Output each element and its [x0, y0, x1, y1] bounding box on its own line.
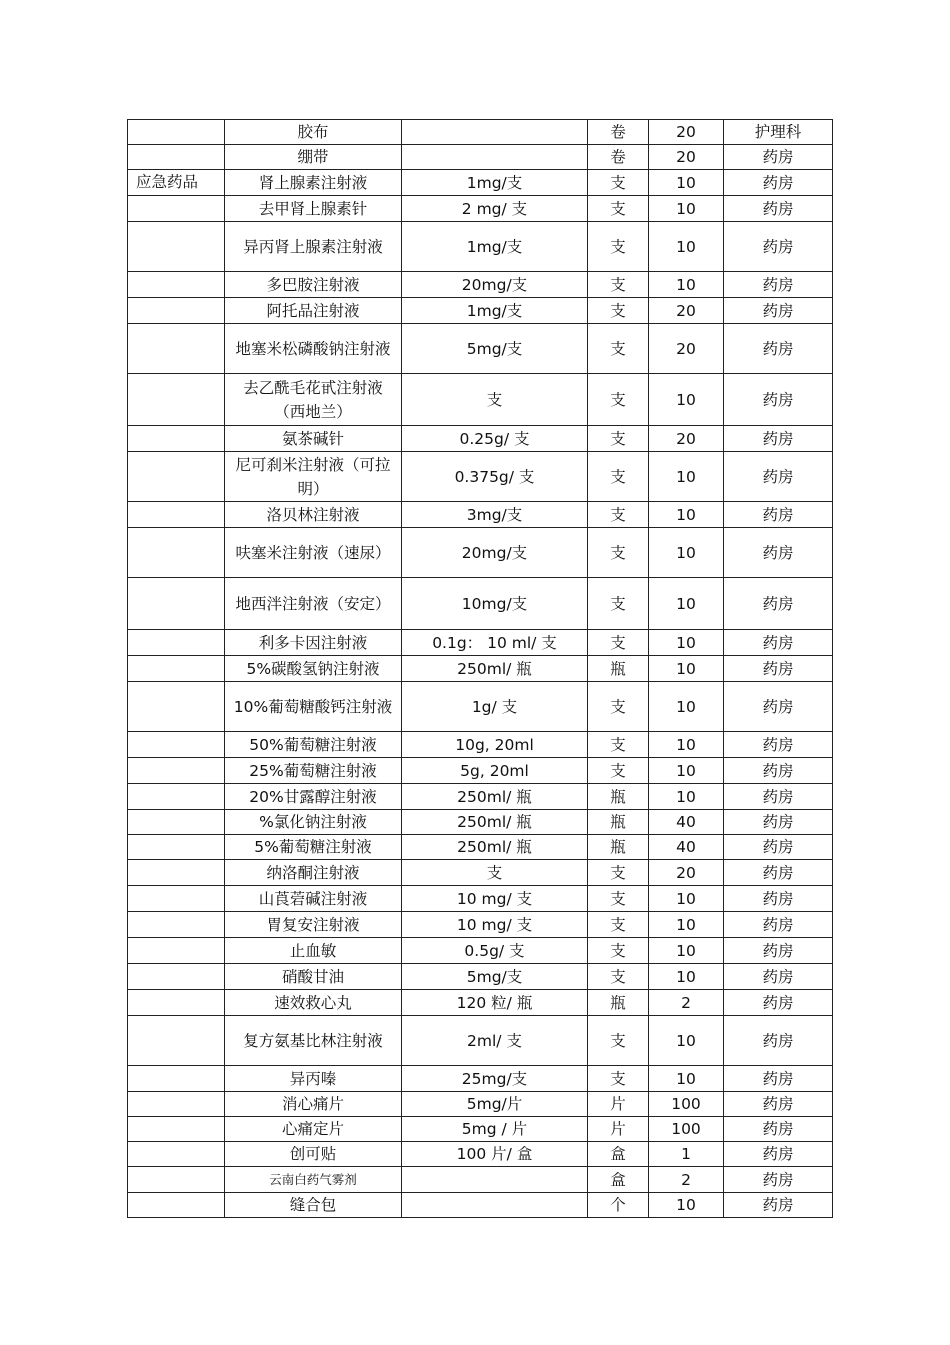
empty-category-cell	[128, 1193, 225, 1218]
specification-cell: 5mg/支	[402, 964, 588, 990]
table-row	[128, 810, 833, 835]
quantity-cell: 10	[649, 196, 724, 222]
empty-category-cell	[128, 964, 225, 990]
department-cell: 药房	[724, 835, 833, 860]
specification-cell: 25mg/支	[402, 1066, 588, 1092]
specification-cell: 120 粒/ 瓶	[402, 990, 588, 1016]
quantity-cell: 10	[649, 1016, 724, 1066]
unit-cell: 支	[588, 196, 649, 222]
table-row	[128, 1117, 833, 1142]
medicine-name-cell: 利多卡因注射液	[225, 630, 402, 656]
table-row	[128, 578, 833, 630]
department-cell: 药房	[724, 964, 833, 990]
department-cell: 药房	[724, 784, 833, 810]
table-row	[128, 452, 833, 502]
medicine-name-cell: 异丙肾上腺素注射液	[225, 222, 402, 272]
table-row	[128, 145, 833, 170]
empty-category-cell	[128, 298, 225, 324]
empty-category-cell	[128, 1117, 225, 1142]
department-cell: 药房	[724, 374, 833, 426]
quantity-cell: 10	[649, 222, 724, 272]
quantity-cell: 10	[649, 886, 724, 912]
empty-category-cell	[128, 1167, 225, 1193]
medicine-name-cell: 25%葡萄糖注射液	[225, 758, 402, 784]
empty-category-cell	[128, 272, 225, 298]
medicine-name-cell: 山莨菪碱注射液	[225, 886, 402, 912]
unit-cell: 支	[588, 272, 649, 298]
quantity-cell: 10	[649, 374, 724, 426]
medicine-name-cell: 缝合包	[225, 1193, 402, 1218]
medicine-name-cell: 创可贴	[225, 1142, 402, 1167]
empty-category-cell	[128, 196, 225, 222]
unit-cell: 瓶	[588, 784, 649, 810]
quantity-cell: 10	[649, 784, 724, 810]
quantity-cell: 2	[649, 990, 724, 1016]
empty-category-cell	[128, 1092, 225, 1117]
unit-cell: 个	[588, 1193, 649, 1218]
specification-cell: 5mg/支	[402, 324, 588, 374]
specification-cell: 1mg/支	[402, 170, 588, 196]
specification-cell	[402, 1193, 588, 1218]
quantity-cell: 40	[649, 835, 724, 860]
table-row	[128, 835, 833, 860]
unit-cell: 支	[588, 886, 649, 912]
department-cell: 护理科	[724, 120, 833, 145]
empty-category-cell	[128, 374, 225, 426]
department-cell: 药房	[724, 426, 833, 452]
specification-cell: 20mg/支	[402, 272, 588, 298]
medicine-name-cell: 云南白药气雾剂	[225, 1167, 402, 1193]
unit-cell: 瓶	[588, 810, 649, 835]
department-cell: 药房	[724, 222, 833, 272]
department-cell: 药房	[724, 860, 833, 886]
department-cell: 药房	[724, 990, 833, 1016]
table-row	[128, 1016, 833, 1066]
table-row	[128, 272, 833, 298]
quantity-cell: 20	[649, 298, 724, 324]
department-cell: 药房	[724, 578, 833, 630]
specification-cell: 0.5g/ 支	[402, 938, 588, 964]
unit-cell: 支	[588, 758, 649, 784]
table-row	[128, 1193, 833, 1218]
empty-category-cell	[128, 426, 225, 452]
department-cell: 药房	[724, 912, 833, 938]
quantity-cell: 100	[649, 1092, 724, 1117]
unit-cell: 瓶	[588, 990, 649, 1016]
unit-cell: 卷	[588, 145, 649, 170]
unit-cell: 支	[588, 578, 649, 630]
unit-cell: 支	[588, 452, 649, 502]
unit-cell: 支	[588, 298, 649, 324]
empty-category-cell	[128, 1142, 225, 1167]
specification-cell	[402, 1167, 588, 1193]
empty-category-cell	[128, 630, 225, 656]
emergency-medicine-table	[127, 119, 833, 1218]
medicine-name-cell: 肾上腺素注射液	[225, 170, 402, 196]
table-row	[128, 502, 833, 528]
unit-cell: 支	[588, 732, 649, 758]
specification-cell: 3mg/支	[402, 502, 588, 528]
medicine-name-cell: 5%碳酸氢钠注射液	[225, 656, 402, 682]
empty-category-cell	[128, 860, 225, 886]
specification-cell: 20mg/支	[402, 528, 588, 578]
medicine-name-cell: %氯化钠注射液	[225, 810, 402, 835]
quantity-cell: 10	[649, 732, 724, 758]
unit-cell: 支	[588, 682, 649, 732]
department-cell: 药房	[724, 886, 833, 912]
quantity-cell: 10	[649, 912, 724, 938]
quantity-cell: 100	[649, 1117, 724, 1142]
unit-cell: 支	[588, 170, 649, 196]
unit-cell: 支	[588, 938, 649, 964]
medicine-name-cell: 多巴胺注射液	[225, 272, 402, 298]
table-row	[128, 964, 833, 990]
quantity-cell: 10	[649, 682, 724, 732]
empty-category-cell	[128, 886, 225, 912]
table-row	[128, 1066, 833, 1092]
empty-category-cell	[128, 682, 225, 732]
table-row	[128, 758, 833, 784]
medicine-name-cell: 尼可刹米注射液（可拉明）	[225, 452, 402, 502]
specification-cell	[402, 120, 588, 145]
department-cell: 药房	[724, 502, 833, 528]
unit-cell: 支	[588, 502, 649, 528]
empty-category-cell	[128, 810, 225, 835]
empty-category-cell	[128, 938, 225, 964]
empty-category-cell	[128, 758, 225, 784]
specification-cell: 250ml/ 瓶	[402, 835, 588, 860]
department-cell: 药房	[724, 1016, 833, 1066]
department-cell: 药房	[724, 656, 833, 682]
specification-cell: 0.1g： 10 ml/ 支	[402, 630, 588, 656]
department-cell: 药房	[724, 938, 833, 964]
unit-cell: 支	[588, 426, 649, 452]
medicine-name-cell: 地西泮注射液（安定）	[225, 578, 402, 630]
department-cell: 药房	[724, 1193, 833, 1218]
medicine-name-cell: 速效救心丸	[225, 990, 402, 1016]
medicine-name-cell: 去甲肾上腺素针	[225, 196, 402, 222]
empty-category-cell	[128, 578, 225, 630]
empty-category-cell	[128, 324, 225, 374]
department-cell: 药房	[724, 170, 833, 196]
medicine-name-cell: 阿托品注射液	[225, 298, 402, 324]
department-cell: 药房	[724, 732, 833, 758]
department-cell: 药房	[724, 630, 833, 656]
quantity-cell: 10	[649, 272, 724, 298]
department-cell: 药房	[724, 1117, 833, 1142]
medicine-name-cell: 胶布	[225, 120, 402, 145]
empty-category-cell	[128, 1066, 225, 1092]
medicine-name-cell: 胃复安注射液	[225, 912, 402, 938]
medicine-name-cell: 50%葡萄糖注射液	[225, 732, 402, 758]
medicine-name-cell: 纳洛酮注射液	[225, 860, 402, 886]
medicine-name-cell: 消心痛片	[225, 1092, 402, 1117]
specification-cell: 1mg/支	[402, 222, 588, 272]
table-row	[128, 196, 833, 222]
department-cell: 药房	[724, 145, 833, 170]
department-cell: 药房	[724, 1092, 833, 1117]
unit-cell: 支	[588, 1016, 649, 1066]
department-cell: 药房	[724, 1142, 833, 1167]
specification-cell: 2ml/ 支	[402, 1016, 588, 1066]
specification-cell: 5mg / 片	[402, 1117, 588, 1142]
specification-cell: 1g/ 支	[402, 682, 588, 732]
specification-cell: 支	[402, 374, 588, 426]
table-row	[128, 630, 833, 656]
quantity-cell: 10	[649, 170, 724, 196]
unit-cell: 支	[588, 912, 649, 938]
quantity-cell: 20	[649, 324, 724, 374]
category-cell: 应急药品	[128, 170, 225, 196]
quantity-cell: 2	[649, 1167, 724, 1193]
unit-cell: 支	[588, 860, 649, 886]
table-row	[128, 656, 833, 682]
specification-cell: 0.25g/ 支	[402, 426, 588, 452]
unit-cell: 瓶	[588, 835, 649, 860]
empty-category-cell	[128, 912, 225, 938]
empty-category-cell	[128, 1016, 225, 1066]
specification-cell: 10 mg/ 支	[402, 912, 588, 938]
specification-cell	[402, 145, 588, 170]
empty-category-cell	[128, 528, 225, 578]
unit-cell: 支	[588, 964, 649, 990]
table-row	[128, 426, 833, 452]
specification-cell: 250ml/ 瓶	[402, 810, 588, 835]
empty-category-cell	[128, 120, 225, 145]
specification-cell: 1mg/支	[402, 298, 588, 324]
quantity-cell: 20	[649, 426, 724, 452]
quantity-cell: 20	[649, 860, 724, 886]
medicine-name-cell: 呋塞米注射液（速尿）	[225, 528, 402, 578]
specification-cell: 5g, 20ml	[402, 758, 588, 784]
unit-cell: 支	[588, 222, 649, 272]
department-cell: 药房	[724, 758, 833, 784]
table-row	[128, 886, 833, 912]
medicine-name-cell: 止血敏	[225, 938, 402, 964]
specification-cell: 250ml/ 瓶	[402, 656, 588, 682]
department-cell: 药房	[724, 298, 833, 324]
department-cell: 药房	[724, 1066, 833, 1092]
unit-cell: 盒	[588, 1142, 649, 1167]
table-row	[128, 912, 833, 938]
table-row	[128, 784, 833, 810]
table-row	[128, 170, 833, 196]
unit-cell: 支	[588, 1066, 649, 1092]
quantity-cell: 10	[649, 938, 724, 964]
medicine-name-cell: 10%葡萄糖酸钙注射液	[225, 682, 402, 732]
quantity-cell: 20	[649, 145, 724, 170]
quantity-cell: 10	[649, 630, 724, 656]
unit-cell: 支	[588, 324, 649, 374]
empty-category-cell	[128, 452, 225, 502]
specification-cell: 100 片/ 盒	[402, 1142, 588, 1167]
unit-cell: 瓶	[588, 656, 649, 682]
table-row	[128, 298, 833, 324]
empty-category-cell	[128, 835, 225, 860]
medicine-name-cell: 地塞米松磷酸钠注射液	[225, 324, 402, 374]
quantity-cell: 10	[649, 502, 724, 528]
empty-category-cell	[128, 222, 225, 272]
department-cell: 药房	[724, 528, 833, 578]
table-row	[128, 1092, 833, 1117]
empty-category-cell	[128, 502, 225, 528]
medicine-name-cell: 氨茶碱针	[225, 426, 402, 452]
medicine-name-cell: 复方氨基比林注射液	[225, 1016, 402, 1066]
medicine-name-cell: 洛贝林注射液	[225, 502, 402, 528]
specification-cell: 10 mg/ 支	[402, 886, 588, 912]
empty-category-cell	[128, 656, 225, 682]
table-row	[128, 528, 833, 578]
medicine-name-cell: 绷带	[225, 145, 402, 170]
medicine-name-cell: 20%甘露醇注射液	[225, 784, 402, 810]
medicine-name-cell: 硝酸甘油	[225, 964, 402, 990]
department-cell: 药房	[724, 682, 833, 732]
table-row	[128, 682, 833, 732]
specification-cell: 5mg/片	[402, 1092, 588, 1117]
unit-cell: 片	[588, 1092, 649, 1117]
unit-cell: 支	[588, 374, 649, 426]
medicine-name-cell: 5%葡萄糖注射液	[225, 835, 402, 860]
quantity-cell: 10	[649, 1066, 724, 1092]
table-row	[128, 120, 833, 145]
department-cell: 药房	[724, 324, 833, 374]
table-row	[128, 990, 833, 1016]
medicine-name-cell: 去乙酰毛花甙注射液（西地兰）	[225, 374, 402, 426]
unit-cell: 支	[588, 630, 649, 656]
specification-cell: 0.375g/ 支	[402, 452, 588, 502]
medicine-name-cell: 异丙嗪	[225, 1066, 402, 1092]
department-cell: 药房	[724, 272, 833, 298]
empty-category-cell	[128, 732, 225, 758]
quantity-cell: 40	[649, 810, 724, 835]
specification-cell: 250ml/ 瓶	[402, 784, 588, 810]
quantity-cell: 10	[649, 758, 724, 784]
table-row	[128, 1142, 833, 1167]
empty-category-cell	[128, 784, 225, 810]
table-row	[128, 324, 833, 374]
department-cell: 药房	[724, 810, 833, 835]
medicine-name-cell: 心痛定片	[225, 1117, 402, 1142]
unit-cell: 片	[588, 1117, 649, 1142]
quantity-cell: 1	[649, 1142, 724, 1167]
empty-category-cell	[128, 145, 225, 170]
table-row	[128, 222, 833, 272]
table-row	[128, 938, 833, 964]
department-cell: 药房	[724, 1167, 833, 1193]
table-row	[128, 732, 833, 758]
specification-cell: 10g, 20ml	[402, 732, 588, 758]
quantity-cell: 10	[649, 528, 724, 578]
quantity-cell: 20	[649, 120, 724, 145]
department-cell: 药房	[724, 452, 833, 502]
quantity-cell: 10	[649, 656, 724, 682]
empty-category-cell	[128, 990, 225, 1016]
specification-cell: 10mg/支	[402, 578, 588, 630]
unit-cell: 盒	[588, 1167, 649, 1193]
quantity-cell: 10	[649, 578, 724, 630]
specification-cell: 支	[402, 860, 588, 886]
department-cell: 药房	[724, 196, 833, 222]
unit-cell: 支	[588, 528, 649, 578]
unit-cell: 卷	[588, 120, 649, 145]
table-row	[128, 374, 833, 426]
table-row	[128, 1167, 833, 1193]
quantity-cell: 10	[649, 1193, 724, 1218]
specification-cell: 2 mg/ 支	[402, 196, 588, 222]
quantity-cell: 10	[649, 964, 724, 990]
table-row	[128, 860, 833, 886]
quantity-cell: 10	[649, 452, 724, 502]
